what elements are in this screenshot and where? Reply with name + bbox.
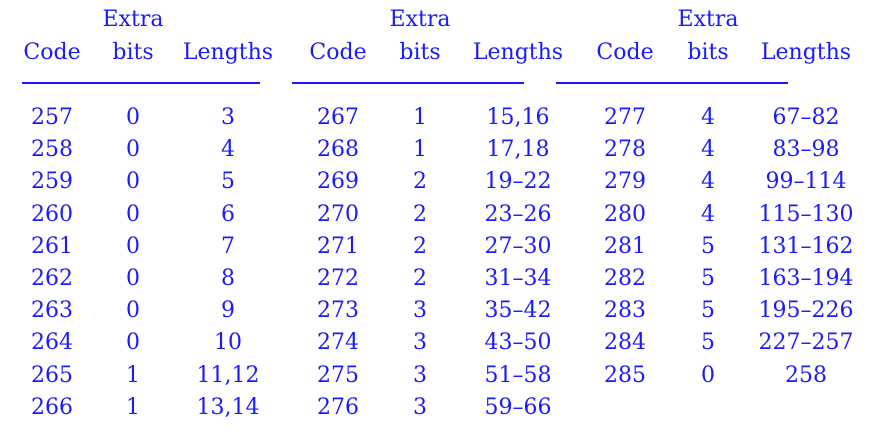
cell-code: 276	[317, 394, 359, 420]
cell-bits: 0	[701, 362, 715, 388]
cell-lengths: 5	[221, 169, 235, 195]
cell-lengths: 131–162	[758, 233, 854, 259]
header-code: Code	[309, 40, 367, 65]
cell-code: 266	[31, 394, 73, 420]
cell-bits: 0	[126, 266, 140, 291]
cell-bits: 2	[413, 201, 427, 227]
cell-bits: 3	[413, 394, 427, 420]
header-rule	[292, 82, 524, 84]
cell-bits: 1	[126, 394, 140, 420]
cell-lengths: 8	[221, 266, 235, 291]
cell-lengths: 43–50	[484, 330, 552, 356]
cell-lengths: 59–66	[484, 394, 552, 420]
cell-bits: 5	[701, 233, 715, 259]
cell-code: 274	[317, 330, 359, 356]
header-rule	[22, 82, 260, 84]
cell-code: 257	[31, 105, 73, 130]
cell-code: 277	[604, 105, 646, 130]
cell-lengths: 27–30	[484, 233, 552, 259]
cell-bits: 2	[413, 233, 427, 259]
cell-code: 265	[31, 362, 73, 388]
cell-lengths: 115–130	[758, 201, 854, 227]
cell-code: 284	[604, 330, 646, 356]
cell-code: 278	[604, 137, 646, 163]
cell-code: 273	[317, 298, 359, 324]
cell-code: 269	[317, 169, 359, 195]
cell-bits: 5	[701, 298, 715, 324]
cell-lengths: 227–257	[758, 330, 854, 356]
cell-lengths: 11,12	[196, 362, 260, 388]
cell-code: 262	[31, 266, 73, 291]
cell-lengths: 67–82	[772, 105, 840, 130]
cell-bits: 3	[413, 330, 427, 356]
cell-code: 285	[604, 362, 646, 388]
cell-lengths: 35–42	[484, 298, 552, 324]
cell-bits: 3	[413, 362, 427, 388]
cell-bits: 1	[413, 105, 427, 130]
cell-code: 271	[317, 233, 359, 259]
cell-lengths: 83–98	[772, 137, 840, 163]
cell-bits: 0	[126, 137, 140, 163]
cell-lengths: 6	[221, 201, 235, 227]
cell-code: 279	[604, 169, 646, 195]
cell-bits: 0	[126, 105, 140, 130]
cell-code: 268	[317, 137, 359, 163]
header-extra: Extra	[389, 7, 451, 32]
cell-lengths: 99–114	[765, 169, 847, 195]
header-bits: bits	[112, 40, 154, 65]
cell-code: 275	[317, 362, 359, 388]
cell-bits: 4	[701, 169, 715, 195]
cell-code: 272	[317, 266, 359, 291]
cell-bits: 3	[413, 298, 427, 324]
cell-bits: 5	[701, 266, 715, 291]
cell-lengths: 4	[221, 137, 235, 163]
cell-code: 263	[31, 298, 73, 324]
header-bits: bits	[399, 40, 441, 65]
cell-bits: 0	[126, 298, 140, 324]
header-extra: Extra	[677, 7, 739, 32]
cell-code: 281	[604, 233, 646, 259]
cell-code: 280	[604, 201, 646, 227]
cell-bits: 1	[126, 362, 140, 388]
cell-lengths: 10	[214, 330, 242, 356]
header-code: Code	[596, 40, 654, 65]
cell-lengths: 51–58	[484, 362, 552, 388]
cell-lengths: 3	[221, 105, 235, 130]
cell-code: 283	[604, 298, 646, 324]
cell-lengths: 31–34	[484, 266, 552, 291]
cell-code: 258	[31, 137, 73, 163]
cell-lengths: 258	[785, 362, 827, 388]
cell-code: 261	[31, 233, 73, 259]
header-bits: bits	[687, 40, 729, 65]
header-code: Code	[23, 40, 81, 65]
cell-bits: 5	[701, 330, 715, 356]
cell-bits: 0	[126, 233, 140, 259]
cell-lengths: 23–26	[484, 201, 552, 227]
cell-code: 270	[317, 201, 359, 227]
header-lengths: Lengths	[182, 40, 274, 65]
cell-lengths: 13,14	[196, 394, 260, 420]
cell-bits: 1	[413, 137, 427, 163]
cell-bits: 0	[126, 330, 140, 356]
cell-code: 259	[31, 169, 73, 195]
cell-code: 267	[317, 105, 359, 130]
cell-bits: 2	[413, 266, 427, 291]
cell-bits: 4	[701, 105, 715, 130]
cell-lengths: 19–22	[484, 169, 552, 195]
cell-code: 282	[604, 266, 646, 291]
header-rule	[556, 82, 788, 84]
cell-lengths: 163–194	[758, 266, 854, 291]
cell-lengths: 195–226	[758, 298, 854, 324]
cell-bits: 4	[701, 201, 715, 227]
cell-lengths: 15,16	[486, 105, 550, 130]
cell-bits: 0	[126, 169, 140, 195]
cell-bits: 0	[126, 201, 140, 227]
cell-lengths: 9	[221, 298, 235, 324]
cell-lengths: 7	[221, 233, 235, 259]
cell-bits: 4	[701, 137, 715, 163]
cell-code: 260	[31, 201, 73, 227]
header-lengths: Lengths	[472, 40, 564, 65]
header-extra: Extra	[102, 7, 164, 32]
header-lengths: Lengths	[760, 40, 852, 65]
cell-lengths: 17,18	[486, 137, 550, 163]
cell-code: 264	[31, 330, 73, 356]
cell-bits: 2	[413, 169, 427, 195]
